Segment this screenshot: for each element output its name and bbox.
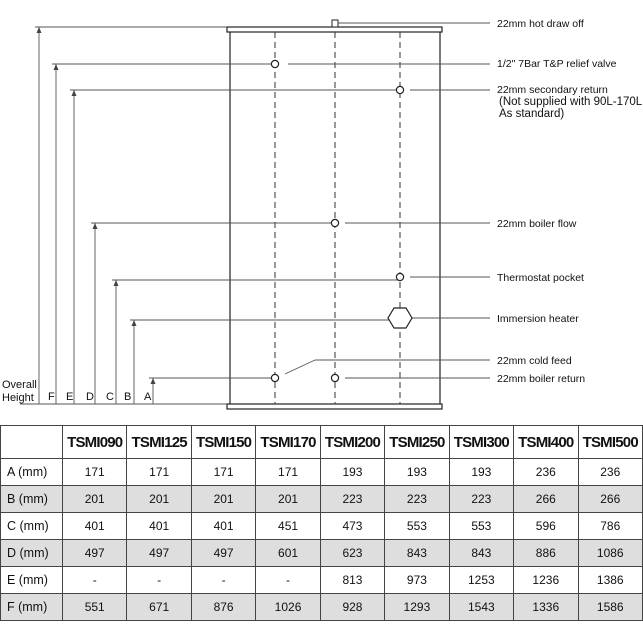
table-cell: 223 [320, 486, 384, 513]
table-cell: 601 [256, 540, 320, 567]
label-boiler-flow: 22mm boiler flow [497, 218, 577, 230]
table-cell: 236 [578, 459, 643, 486]
model-header: TSMI500 [578, 426, 643, 459]
table-cell: - [127, 567, 191, 594]
model-header: TSMI200 [320, 426, 384, 459]
label-cold-feed: 22mm cold feed [497, 355, 572, 367]
model-header: TSMI150 [191, 426, 255, 459]
label-secondary-return: 22mm secondary return [497, 84, 608, 96]
dim-letter-e: E [66, 391, 74, 403]
table-cell: 451 [256, 513, 320, 540]
label-immersion-heater: Immersion heater [497, 313, 579, 325]
table-cell: 1026 [256, 594, 320, 621]
immersion-heater-symbol [388, 308, 412, 328]
boiler-flow-point [331, 219, 338, 226]
table-cell: 1386 [578, 567, 643, 594]
row-label: E (mm) [1, 567, 63, 594]
table-cell: 623 [320, 540, 384, 567]
cylinder-base [227, 404, 442, 409]
row-label: C (mm) [1, 513, 63, 540]
secondary-return-point [396, 86, 403, 93]
label-boiler-return: 22mm boiler return [497, 373, 586, 385]
table-cell: 473 [320, 513, 384, 540]
table-cell: 193 [385, 459, 449, 486]
cylinder-top-cap [227, 27, 442, 32]
dim-letter-b: B [124, 391, 132, 403]
table-cell: 876 [191, 594, 255, 621]
table-cell: 193 [320, 459, 384, 486]
table-row [1, 486, 643, 513]
table-cell: 886 [514, 540, 578, 567]
table-cell: 553 [385, 513, 449, 540]
model-header: TSMI170 [256, 426, 320, 459]
model-header: TSMI090 [63, 426, 127, 459]
model-header: TSMI250 [385, 426, 449, 459]
label-secondary-note-1: (Not supplied with 90L-170L [499, 96, 643, 108]
arrow-e [72, 90, 77, 96]
table-cell: 1086 [578, 540, 643, 567]
table-cell: 843 [449, 540, 513, 567]
table-cell: 236 [514, 459, 578, 486]
arrow-d [93, 223, 98, 229]
dimensions-table [0, 425, 643, 621]
table-row [1, 594, 643, 621]
arrow-c [114, 280, 119, 286]
table-row [1, 513, 643, 540]
table-cell: 401 [191, 513, 255, 540]
dim-letter-a: A [144, 391, 152, 403]
dimension-arrows [37, 27, 156, 384]
table-cell: 201 [127, 486, 191, 513]
table-row [1, 540, 643, 567]
table-cell: 497 [63, 540, 127, 567]
label-secondary-note-2: As standard) [499, 108, 565, 120]
table-cell: 223 [385, 486, 449, 513]
table-cell: - [63, 567, 127, 594]
table-cell: 671 [127, 594, 191, 621]
dim-letter-c: C [106, 391, 114, 403]
hot-draw-off-outlet [332, 20, 338, 27]
table-cell: 201 [63, 486, 127, 513]
dim-letter-d: D [86, 391, 94, 403]
table-cell: 201 [256, 486, 320, 513]
label-leaders [285, 23, 490, 378]
tp-valve-point [271, 60, 278, 67]
table-cell: 928 [320, 594, 384, 621]
table-cell: 1293 [385, 594, 449, 621]
table-cell: - [256, 567, 320, 594]
cold-feed-point [271, 374, 278, 381]
dimension-lines [39, 27, 153, 404]
table-cell: 171 [63, 459, 127, 486]
table-cell: 1543 [449, 594, 513, 621]
label-hot-draw-off: 22mm hot draw off [497, 18, 584, 30]
table-row [1, 459, 643, 486]
leader-cold-feed [285, 360, 315, 374]
table-cell: 401 [127, 513, 191, 540]
table-cell: 1236 [514, 567, 578, 594]
table-cell: 1336 [514, 594, 578, 621]
model-header: TSMI125 [127, 426, 191, 459]
label-overall: Overall [2, 379, 37, 391]
table-cell: 193 [449, 459, 513, 486]
table-row [1, 567, 643, 594]
table-cell: - [191, 567, 255, 594]
row-label: F (mm) [1, 594, 63, 621]
model-header: TSMI400 [514, 426, 578, 459]
internal-pipes [275, 32, 400, 404]
boiler-return-point [331, 374, 338, 381]
row-label: B (mm) [1, 486, 63, 513]
table-cell: 973 [385, 567, 449, 594]
table-cell: 171 [191, 459, 255, 486]
arrow-b [132, 320, 137, 326]
table-cell: 266 [578, 486, 643, 513]
table-cell: 813 [320, 567, 384, 594]
table-cell: 843 [385, 540, 449, 567]
table-cell: 401 [63, 513, 127, 540]
table-cell: 551 [63, 594, 127, 621]
table-cell: 786 [578, 513, 643, 540]
table-cell: 171 [127, 459, 191, 486]
dimension-leaders [20, 27, 400, 404]
arrow-a [151, 378, 156, 384]
thermostat-pocket-point [396, 273, 403, 280]
arrow-f [54, 64, 59, 70]
table-header-blank [1, 426, 63, 459]
table-cell: 1253 [449, 567, 513, 594]
table-cell: 553 [449, 513, 513, 540]
table-cell: 171 [256, 459, 320, 486]
label-height: Height [2, 392, 34, 404]
table-cell: 596 [514, 513, 578, 540]
table-cell: 201 [191, 486, 255, 513]
row-label: A (mm) [1, 459, 63, 486]
table-cell: 497 [191, 540, 255, 567]
connection-points [271, 60, 412, 381]
table-cell: 223 [449, 486, 513, 513]
row-label: D (mm) [1, 540, 63, 567]
table-cell: 497 [127, 540, 191, 567]
dim-letter-f: F [48, 391, 55, 403]
label-tp-valve: 1/2" 7Bar T&P relief valve [497, 58, 617, 70]
table-header-row [1, 426, 643, 459]
arrow-overall [37, 27, 42, 33]
label-thermostat-pocket: Thermostat pocket [497, 272, 584, 284]
model-header: TSMI300 [449, 426, 513, 459]
table-cell: 266 [514, 486, 578, 513]
table-cell: 1586 [578, 594, 643, 621]
